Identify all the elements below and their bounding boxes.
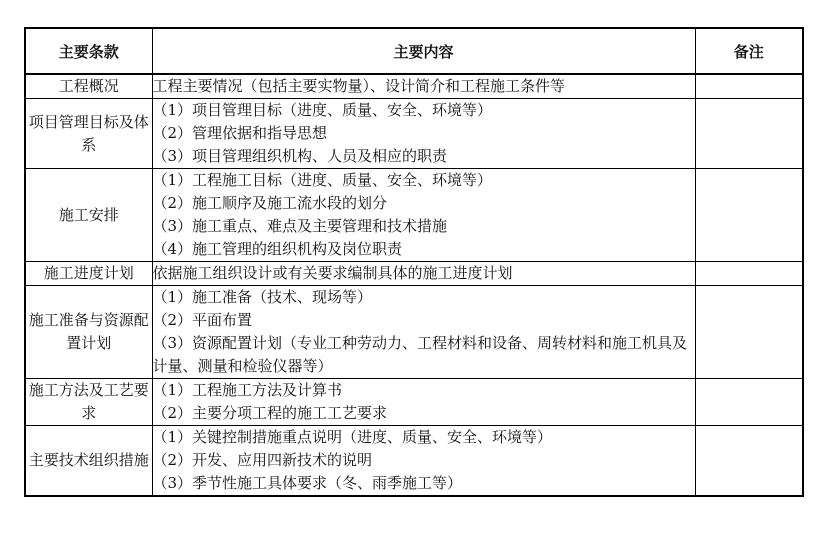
row-remarks-cell (695, 169, 803, 262)
row-content-cell (152, 169, 695, 262)
construction-plan-table (24, 27, 804, 497)
table-row (25, 262, 803, 286)
content-line: （3）项目管理组织机构、人员及相应的职责 (152, 147, 448, 165)
table-row (25, 379, 803, 426)
header-row (25, 28, 803, 74)
content-line: （1）施工准备（技术、现场等） (152, 288, 373, 306)
table-header (25, 28, 803, 74)
row-remarks-cell (695, 286, 803, 379)
row-content-cell (152, 426, 695, 497)
content-line: 依据施工组织设计或有关要求编制具体的施工进度计划 (152, 264, 513, 282)
content-line: （2）管理依据和指导思想 (152, 124, 328, 142)
table-row (25, 99, 803, 169)
header-remarks: 备注 (695, 28, 803, 74)
content-line: （2）平面布置 (152, 311, 253, 329)
row-remarks-cell (695, 262, 803, 286)
row-remarks-cell (695, 74, 803, 99)
content-line: （1）项目管理目标（进度、质量、安全、环境等） (152, 101, 493, 119)
row-clause-cell: 施工准备与资源配置计划 (25, 286, 152, 379)
content-line: （4）施工管理的组织机构及岗位职责 (152, 240, 403, 258)
content-line: （1）工程施工方法及计算书 (152, 381, 343, 399)
row-clause-cell: 施工进度计划 (25, 262, 152, 286)
row-clause-cell: 施工安排 (25, 169, 152, 262)
table-row (25, 74, 803, 99)
row-clause-cell: 施工方法及工艺要求 (25, 379, 152, 426)
content-line: （3）施工重点、难点及主要管理和技术措施 (152, 217, 448, 235)
table-row (25, 286, 803, 379)
content-line: （2）施工顺序及施工流水段的划分 (152, 194, 388, 212)
row-clause-cell: 工程概况 (25, 74, 152, 99)
row-remarks-cell (695, 379, 803, 426)
row-content-cell (152, 99, 695, 169)
content-line: （1）关键控制措施重点说明（进度、质量、安全、环境等） (152, 428, 553, 446)
content-line: 工程主要情况（包括主要实物量）、设计简介和工程施工条件等 (152, 77, 566, 95)
content-line: （3）季节性施工具体要求（冬、雨季施工等） (152, 474, 463, 492)
row-remarks-cell (695, 99, 803, 169)
table-body (25, 74, 803, 496)
row-content-cell (152, 74, 695, 99)
content-line: （2）主要分项工程的施工工艺要求 (152, 404, 388, 422)
row-remarks-cell (695, 426, 803, 497)
row-clause-cell: 主要技术组织措施 (25, 426, 152, 497)
table-row (25, 426, 803, 497)
row-content-cell (152, 379, 695, 426)
table-row (25, 169, 803, 262)
content-line: （3）资源配置计划（专业工种劳动力、工程材料和设备、周转材料和施工机具及计量、测量和检验仪器等） (152, 334, 688, 375)
row-content-cell (152, 286, 695, 379)
content-line: （1）工程施工目标（进度、质量、安全、环境等） (152, 171, 493, 189)
header-main-content: 主要内容 (152, 28, 695, 74)
header-main-clause: 主要条款 (25, 28, 152, 74)
row-content-cell (152, 262, 695, 286)
row-clause-cell: 项目管理目标及体系 (25, 99, 152, 169)
content-line: （2）开发、应用四新技术的说明 (152, 451, 373, 469)
